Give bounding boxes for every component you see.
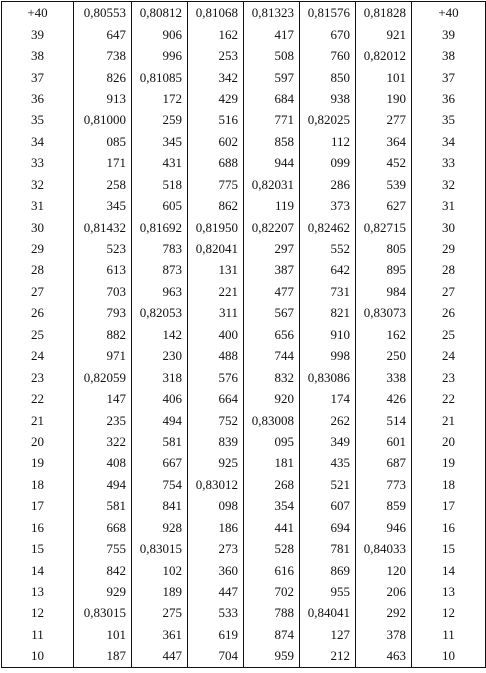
- temperature-cell-left: 21: [2, 409, 74, 430]
- temperature-cell-left: 17: [2, 495, 74, 516]
- value-cell: 656: [244, 324, 300, 345]
- value-cell: 277: [356, 109, 412, 130]
- table-row: [2, 152, 486, 173]
- value-cell: 494: [132, 409, 188, 430]
- table-row: [2, 495, 486, 516]
- value-cell: 112: [300, 131, 356, 152]
- value-cell: 0,84041: [300, 602, 356, 623]
- value-cell: 181: [244, 452, 300, 473]
- table-row: [2, 388, 486, 409]
- temperature-cell-right: 25: [412, 324, 486, 345]
- value-cell: 162: [188, 23, 244, 44]
- value-cell: 920: [244, 388, 300, 409]
- table-row: [2, 302, 486, 323]
- value-cell: 338: [356, 366, 412, 387]
- value-cell: 452: [356, 152, 412, 173]
- value-cell: 360: [188, 559, 244, 580]
- temperature-cell-left: 27: [2, 281, 74, 302]
- value-cell: 102: [132, 559, 188, 580]
- table-row: [2, 131, 486, 152]
- value-cell: 221: [188, 281, 244, 302]
- temperature-cell-left: 10: [2, 645, 74, 667]
- value-cell: 361: [132, 624, 188, 645]
- table-row: [2, 345, 486, 366]
- temperature-cell-left: 30: [2, 216, 74, 237]
- temperature-cell-right: 31: [412, 195, 486, 216]
- temperature-cell-left: 19: [2, 452, 74, 473]
- value-cell: 0,81828: [356, 2, 412, 24]
- value-cell: 805: [356, 238, 412, 259]
- value-cell: 095: [244, 431, 300, 452]
- value-cell: 431: [132, 152, 188, 173]
- table-row: [2, 624, 486, 645]
- value-cell: 0,83012: [188, 474, 244, 495]
- value-cell: 322: [74, 431, 132, 452]
- value-cell: 206: [356, 581, 412, 602]
- table-row: [2, 452, 486, 473]
- value-cell: 0,83015: [132, 538, 188, 559]
- value-cell: 101: [356, 66, 412, 87]
- value-cell: 120: [356, 559, 412, 580]
- value-cell: 273: [188, 538, 244, 559]
- value-cell: 516: [188, 109, 244, 130]
- temperature-cell-left: 32: [2, 174, 74, 195]
- temperature-cell-left: 12: [2, 602, 74, 623]
- value-cell: 172: [132, 88, 188, 109]
- value-cell: 131: [188, 259, 244, 280]
- table-row: [2, 174, 486, 195]
- value-cell: 0,81692: [132, 216, 188, 237]
- density-table: [1, 1, 486, 668]
- value-cell: 354: [244, 495, 300, 516]
- value-cell: 755: [74, 538, 132, 559]
- temperature-cell-right: 32: [412, 174, 486, 195]
- temperature-cell-right: 39: [412, 23, 486, 44]
- temperature-cell-left: 37: [2, 66, 74, 87]
- value-cell: 882: [74, 324, 132, 345]
- value-cell: 364: [356, 131, 412, 152]
- value-cell: 190: [356, 88, 412, 109]
- value-cell: 687: [356, 452, 412, 473]
- value-cell: 162: [356, 324, 412, 345]
- value-cell: 581: [132, 431, 188, 452]
- value-cell: 426: [356, 388, 412, 409]
- temperature-cell-left: 35: [2, 109, 74, 130]
- value-cell: 417: [244, 23, 300, 44]
- value-cell: 704: [188, 645, 244, 667]
- value-cell: 085: [74, 131, 132, 152]
- table-row: [2, 366, 486, 387]
- value-cell: 998: [300, 345, 356, 366]
- value-cell: 839: [188, 431, 244, 452]
- value-cell: 752: [188, 409, 244, 430]
- value-cell: 435: [300, 452, 356, 473]
- value-cell: 771: [244, 109, 300, 130]
- value-cell: 311: [188, 302, 244, 323]
- value-cell: 996: [132, 45, 188, 66]
- value-cell: 253: [188, 45, 244, 66]
- value-cell: 494: [74, 474, 132, 495]
- value-cell: 0,84033: [356, 538, 412, 559]
- value-cell: 539: [356, 174, 412, 195]
- value-cell: 0,83086: [300, 366, 356, 387]
- temperature-cell-left: 34: [2, 131, 74, 152]
- value-cell: 292: [356, 602, 412, 623]
- temperature-cell-left: 23: [2, 366, 74, 387]
- value-cell: 670: [300, 23, 356, 44]
- value-cell: 187: [74, 645, 132, 667]
- temperature-cell-right: 24: [412, 345, 486, 366]
- table-row: [2, 409, 486, 430]
- temperature-cell-right: 19: [412, 452, 486, 473]
- temperature-cell-right: 36: [412, 88, 486, 109]
- value-cell: 186: [188, 517, 244, 538]
- value-cell: 373: [300, 195, 356, 216]
- value-cell: 447: [188, 581, 244, 602]
- table-row: [2, 259, 486, 280]
- table-row: [2, 88, 486, 109]
- value-cell: 619: [188, 624, 244, 645]
- value-cell: 826: [74, 66, 132, 87]
- value-cell: 275: [132, 602, 188, 623]
- value-cell: 873: [132, 259, 188, 280]
- value-cell: 0,83008: [244, 409, 300, 430]
- value-cell: 773: [356, 474, 412, 495]
- temperature-cell-right: 26: [412, 302, 486, 323]
- temperature-cell-right: 38: [412, 45, 486, 66]
- value-cell: 406: [132, 388, 188, 409]
- value-cell: 921: [356, 23, 412, 44]
- value-cell: 142: [132, 324, 188, 345]
- value-cell: 533: [188, 602, 244, 623]
- temperature-cell-right: 37: [412, 66, 486, 87]
- value-cell: 488: [188, 345, 244, 366]
- value-cell: 862: [188, 195, 244, 216]
- value-cell: 944: [244, 152, 300, 173]
- temperature-cell-right: +40: [412, 2, 486, 24]
- temperature-cell-right: 18: [412, 474, 486, 495]
- value-cell: 387: [244, 259, 300, 280]
- value-cell: 189: [132, 581, 188, 602]
- temperature-cell-right: 33: [412, 152, 486, 173]
- value-cell: 0,81323: [244, 2, 300, 24]
- value-cell: 832: [244, 366, 300, 387]
- temperature-cell-right: 27: [412, 281, 486, 302]
- temperature-cell-left: 28: [2, 259, 74, 280]
- temperature-cell-left: 22: [2, 388, 74, 409]
- temperature-cell-right: 23: [412, 366, 486, 387]
- temperature-cell-right: 12: [412, 602, 486, 623]
- value-cell: 171: [74, 152, 132, 173]
- value-cell: 597: [244, 66, 300, 87]
- value-cell: 174: [300, 388, 356, 409]
- table-row: [2, 195, 486, 216]
- temperature-cell-right: 34: [412, 131, 486, 152]
- temperature-cell-left: 16: [2, 517, 74, 538]
- value-cell: 230: [132, 345, 188, 366]
- value-cell: 913: [74, 88, 132, 109]
- table-row: [2, 2, 486, 24]
- temperature-cell-left: 18: [2, 474, 74, 495]
- temperature-cell-left: 25: [2, 324, 74, 345]
- value-cell: 235: [74, 409, 132, 430]
- value-cell: 664: [188, 388, 244, 409]
- value-cell: 286: [300, 174, 356, 195]
- value-cell: 212: [300, 645, 356, 667]
- temperature-cell-left: 38: [2, 45, 74, 66]
- value-cell: 0,82031: [244, 174, 300, 195]
- value-cell: 258: [74, 174, 132, 195]
- value-cell: 601: [356, 431, 412, 452]
- value-cell: 938: [300, 88, 356, 109]
- value-cell: 959: [244, 645, 300, 667]
- value-cell: 098: [188, 495, 244, 516]
- value-cell: 821: [300, 302, 356, 323]
- temperature-cell-right: 13: [412, 581, 486, 602]
- temperature-cell-right: 35: [412, 109, 486, 130]
- value-cell: 447: [132, 645, 188, 667]
- value-cell: 668: [74, 517, 132, 538]
- value-cell: 318: [132, 366, 188, 387]
- value-cell: 928: [132, 517, 188, 538]
- value-cell: 895: [356, 259, 412, 280]
- value-cell: 788: [244, 602, 300, 623]
- value-cell: 627: [356, 195, 412, 216]
- value-cell: 441: [244, 517, 300, 538]
- value-cell: 0,81000: [74, 109, 132, 130]
- table-row: [2, 602, 486, 623]
- value-cell: 0,83073: [356, 302, 412, 323]
- value-cell: 607: [300, 495, 356, 516]
- value-cell: 775: [188, 174, 244, 195]
- value-cell: 349: [300, 431, 356, 452]
- value-cell: 702: [244, 581, 300, 602]
- value-cell: 694: [300, 517, 356, 538]
- temperature-cell-left: 39: [2, 23, 74, 44]
- value-cell: 119: [244, 195, 300, 216]
- table-row: [2, 45, 486, 66]
- temperature-cell-left: 11: [2, 624, 74, 645]
- value-cell: 984: [356, 281, 412, 302]
- table-row: [2, 538, 486, 559]
- value-cell: 0,81432: [74, 216, 132, 237]
- temperature-cell-left: 20: [2, 431, 74, 452]
- value-cell: 688: [188, 152, 244, 173]
- value-cell: 0,82715: [356, 216, 412, 237]
- value-cell: 0,82025: [300, 109, 356, 130]
- temperature-cell-right: 29: [412, 238, 486, 259]
- temperature-cell-right: 16: [412, 517, 486, 538]
- value-cell: 463: [356, 645, 412, 667]
- value-cell: 147: [74, 388, 132, 409]
- temperature-cell-left: 31: [2, 195, 74, 216]
- value-cell: 738: [74, 45, 132, 66]
- value-cell: 0,80812: [132, 2, 188, 24]
- value-cell: 842: [74, 559, 132, 580]
- value-cell: 0,82059: [74, 366, 132, 387]
- table-row: [2, 559, 486, 580]
- table-row: [2, 431, 486, 452]
- temperature-cell-left: 15: [2, 538, 74, 559]
- value-cell: 0,81085: [132, 66, 188, 87]
- value-cell: 567: [244, 302, 300, 323]
- value-cell: 703: [74, 281, 132, 302]
- value-cell: 0,82012: [356, 45, 412, 66]
- value-cell: 754: [132, 474, 188, 495]
- value-cell: 667: [132, 452, 188, 473]
- value-cell: 259: [132, 109, 188, 130]
- value-cell: 971: [74, 345, 132, 366]
- table-row: [2, 66, 486, 87]
- value-cell: 647: [74, 23, 132, 44]
- value-cell: 528: [244, 538, 300, 559]
- value-cell: 0,80553: [74, 2, 132, 24]
- value-cell: 345: [74, 195, 132, 216]
- value-cell: 250: [356, 345, 412, 366]
- table-row: [2, 109, 486, 130]
- value-cell: 0,82462: [300, 216, 356, 237]
- temperature-cell-right: 15: [412, 538, 486, 559]
- temperature-cell-left: 26: [2, 302, 74, 323]
- temperature-cell-right: 21: [412, 409, 486, 430]
- value-cell: 581: [74, 495, 132, 516]
- value-cell: 616: [244, 559, 300, 580]
- value-cell: 684: [244, 88, 300, 109]
- value-cell: 518: [132, 174, 188, 195]
- table-row: [2, 324, 486, 345]
- value-cell: 783: [132, 238, 188, 259]
- value-cell: 731: [300, 281, 356, 302]
- value-cell: 400: [188, 324, 244, 345]
- value-cell: 744: [244, 345, 300, 366]
- value-cell: 602: [188, 131, 244, 152]
- value-cell: 408: [74, 452, 132, 473]
- temperature-cell-left: 33: [2, 152, 74, 173]
- value-cell: 910: [300, 324, 356, 345]
- value-cell: 0,82207: [244, 216, 300, 237]
- table-row: [2, 216, 486, 237]
- value-cell: 858: [244, 131, 300, 152]
- temperature-cell-left: +40: [2, 2, 74, 24]
- temperature-cell-left: 24: [2, 345, 74, 366]
- table-row: [2, 281, 486, 302]
- value-cell: 477: [244, 281, 300, 302]
- value-cell: 345: [132, 131, 188, 152]
- value-cell: 906: [132, 23, 188, 44]
- value-cell: 642: [300, 259, 356, 280]
- value-cell: 613: [74, 259, 132, 280]
- temperature-cell-right: 28: [412, 259, 486, 280]
- temperature-cell-right: 14: [412, 559, 486, 580]
- value-cell: 0,81950: [188, 216, 244, 237]
- value-cell: 523: [74, 238, 132, 259]
- temperature-cell-right: 22: [412, 388, 486, 409]
- value-cell: 576: [188, 366, 244, 387]
- value-cell: 101: [74, 624, 132, 645]
- value-cell: 0,82041: [188, 238, 244, 259]
- value-cell: 793: [74, 302, 132, 323]
- value-cell: 874: [244, 624, 300, 645]
- temperature-cell-right: 30: [412, 216, 486, 237]
- value-cell: 099: [300, 152, 356, 173]
- value-cell: 841: [132, 495, 188, 516]
- value-cell: 0,81068: [188, 2, 244, 24]
- value-cell: 514: [356, 409, 412, 430]
- table-row: [2, 23, 486, 44]
- value-cell: 850: [300, 66, 356, 87]
- table-row: [2, 474, 486, 495]
- value-cell: 429: [188, 88, 244, 109]
- temperature-cell-right: 11: [412, 624, 486, 645]
- value-cell: 963: [132, 281, 188, 302]
- table-row: [2, 517, 486, 538]
- value-cell: 508: [244, 45, 300, 66]
- value-cell: 127: [300, 624, 356, 645]
- temperature-cell-left: 13: [2, 581, 74, 602]
- value-cell: 925: [188, 452, 244, 473]
- table-row: [2, 238, 486, 259]
- table-row: [2, 581, 486, 602]
- value-cell: 378: [356, 624, 412, 645]
- temperature-cell-left: 14: [2, 559, 74, 580]
- value-cell: 929: [74, 581, 132, 602]
- value-cell: 869: [300, 559, 356, 580]
- value-cell: 0,82053: [132, 302, 188, 323]
- temperature-cell-right: 17: [412, 495, 486, 516]
- value-cell: 946: [356, 517, 412, 538]
- value-cell: 760: [300, 45, 356, 66]
- temperature-cell-left: 36: [2, 88, 74, 109]
- value-cell: 0,81576: [300, 2, 356, 24]
- table-row: [2, 645, 486, 667]
- value-cell: 262: [300, 409, 356, 430]
- value-cell: 552: [300, 238, 356, 259]
- temperature-cell-right: 20: [412, 431, 486, 452]
- value-cell: 955: [300, 581, 356, 602]
- value-cell: 0,83015: [74, 602, 132, 623]
- value-cell: 521: [300, 474, 356, 495]
- value-cell: 268: [244, 474, 300, 495]
- value-cell: 781: [300, 538, 356, 559]
- temperature-cell-right: 10: [412, 645, 486, 667]
- density-table-body: [2, 2, 486, 668]
- value-cell: 297: [244, 238, 300, 259]
- value-cell: 342: [188, 66, 244, 87]
- value-cell: 605: [132, 195, 188, 216]
- temperature-cell-left: 29: [2, 238, 74, 259]
- value-cell: 859: [356, 495, 412, 516]
